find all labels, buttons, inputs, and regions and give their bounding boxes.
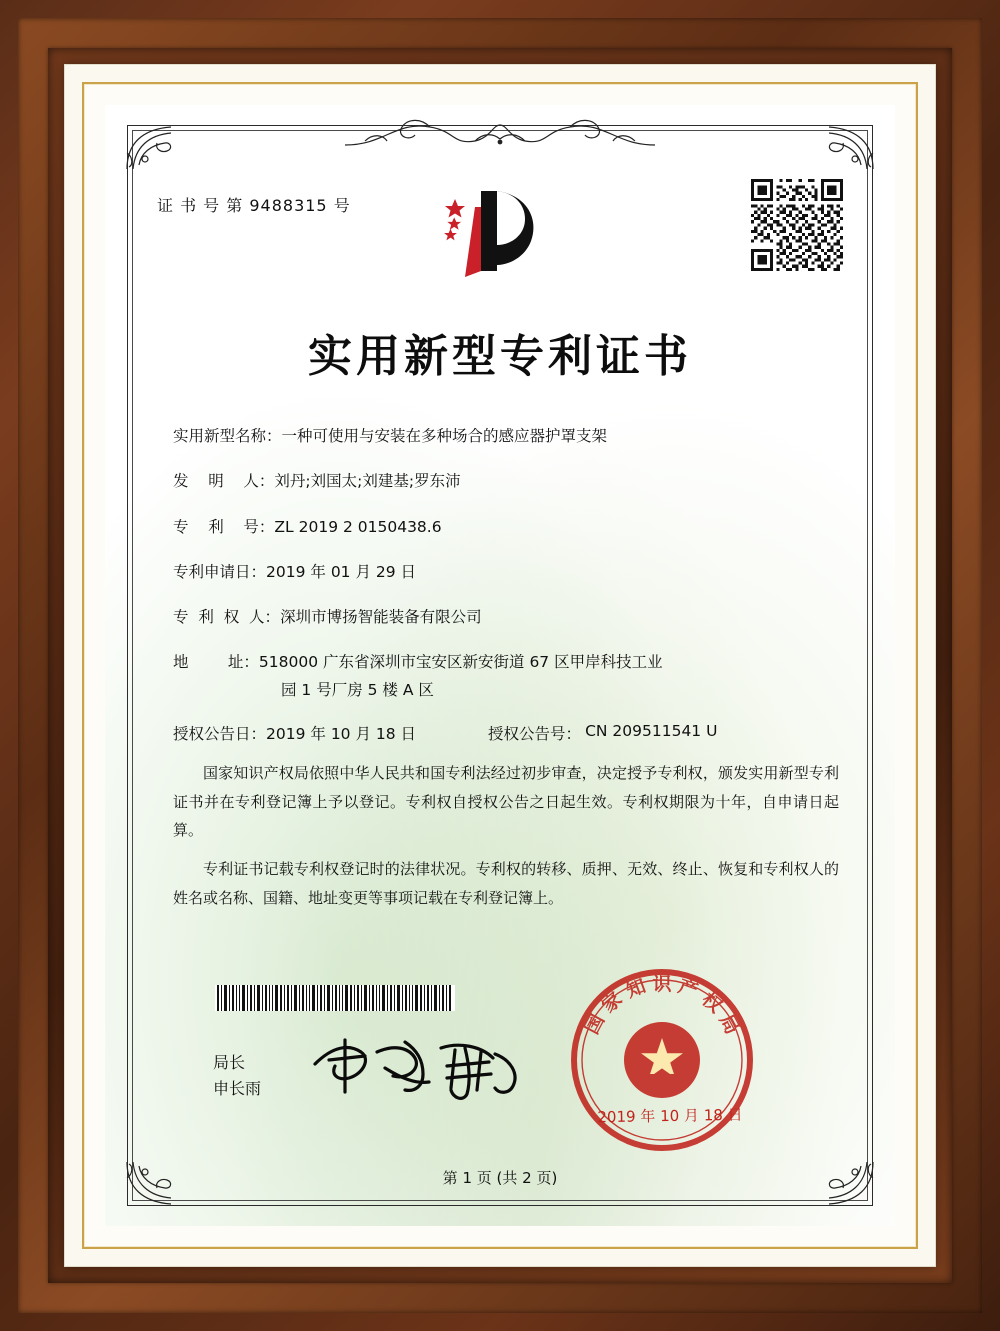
grant-date-label: 授权公告日： (173, 724, 267, 743)
field-label: 地 址： (173, 653, 259, 672)
svg-text:局: 局 (714, 1010, 744, 1038)
address-line-2: 园 1 号厂房 5 楼 A 区 (281, 680, 434, 699)
field-value: 2019 年 01 月 29 日 (266, 562, 417, 581)
svg-text:国: 国 (580, 1010, 610, 1038)
svg-text:识: 识 (652, 973, 672, 995)
field-address (173, 651, 839, 702)
svg-text:产: 产 (675, 974, 701, 1003)
field-list (173, 425, 839, 754)
field-label: 实用新型名称： (173, 427, 282, 445)
page-title: 实用新型专利证书 (308, 331, 692, 382)
field-value: 一种可使用与安装在多种场合的感应器护罩支架 (281, 427, 608, 445)
page-footer: 第 1 页 (共 2 页) (442, 1169, 558, 1187)
patent-emblem-logo (435, 185, 565, 285)
field-inventors (173, 470, 839, 493)
top-flourish-ornament (335, 111, 665, 155)
grant-date-value: 2019 年 10 月 18 日 (266, 724, 417, 743)
field-patent-number (173, 516, 839, 539)
seal-date: 2019 年 10 月 18 日 (597, 1105, 743, 1127)
grant-number-value: CN 209511541 U (585, 721, 718, 740)
barcode (215, 985, 455, 1011)
corner-ornament-top-left (119, 117, 193, 177)
body-paragraph-2 (173, 855, 839, 914)
svg-text:权: 权 (697, 988, 727, 1018)
svg-text:家: 家 (597, 988, 627, 1018)
signature-title-label: 局长 (213, 1053, 246, 1072)
grant-number-label: 授权公告号： (488, 724, 582, 743)
field-label: 专利申请日： (173, 562, 267, 581)
field-label: 发 明 人： (173, 472, 275, 491)
field-value: 刘丹;刘国太;刘建基;罗东沛 (274, 472, 461, 491)
paragraph-text: 专利证书记载专利权登记时的法律状况。专利权的转移、质押、无效、终止、恢复和专利权人的姓名或名称、国籍、地址变更等事项记载在专利登记簿上。 (173, 860, 839, 907)
svg-text:知: 知 (623, 974, 649, 1003)
body-paragraph-1 (173, 759, 839, 847)
certificate-page (105, 105, 895, 1226)
qr-code (751, 179, 843, 271)
field-grant-announcement (173, 722, 839, 744)
field-label: 专 利 权 人： (173, 608, 281, 626)
certificate-number: 证 书 号 第 9488315 号 (157, 196, 351, 215)
field-value: ZL 2019 2 0150438.6 (274, 517, 442, 536)
address-line-1: 518000 广东省深圳市宝安区新安街道 67 区甲岸科技工业 (258, 653, 663, 672)
field-label: 专 利 号： (173, 517, 275, 536)
field-utility-model-name (173, 425, 839, 448)
field-patentee (173, 606, 839, 629)
field-value: 深圳市博扬智能装备有限公司 (280, 608, 482, 626)
handwritten-signature (305, 1030, 535, 1102)
signature-name: 申长雨 (213, 1078, 262, 1098)
paragraph-text: 国家知识产权局依照中华人民共和国专利法经过初步审查，决定授予专利权，颁发实用新型专利证书并在专利登记簿上予以登记。专利权自授权公告之日起生效。专利权期限为十年，自申请日起算。 (173, 764, 839, 839)
signature-block (213, 1050, 261, 1101)
corner-ornament-top-right (807, 117, 881, 177)
field-application-date (173, 561, 839, 584)
